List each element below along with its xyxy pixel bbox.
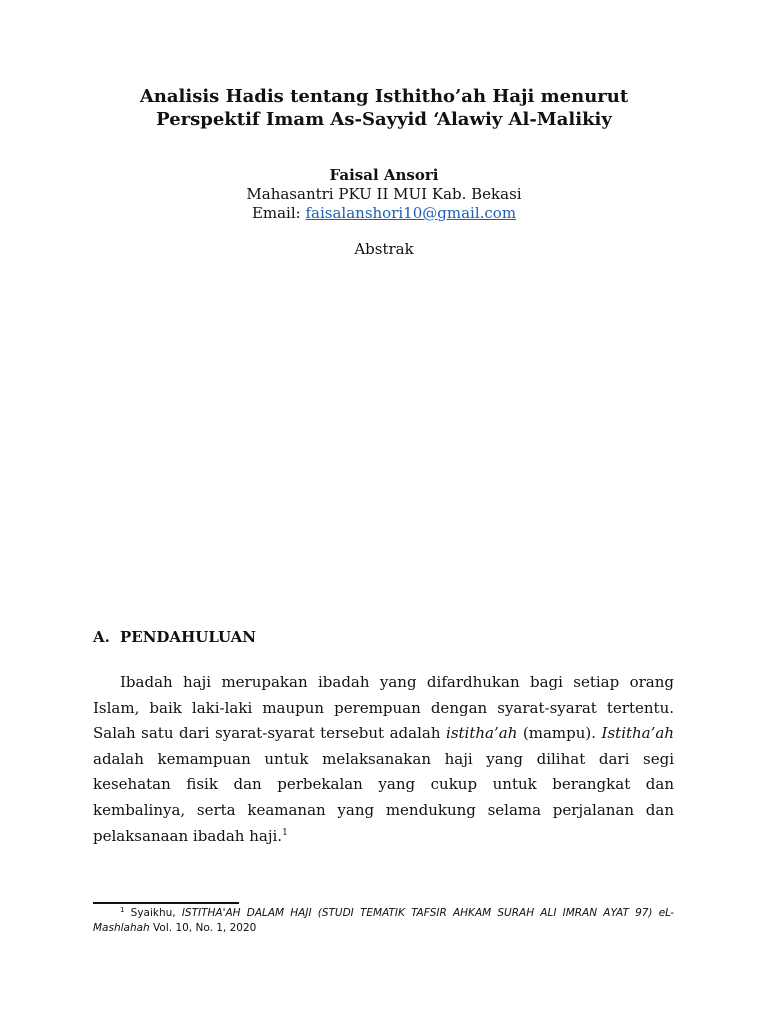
author-email-line [60, 204, 708, 223]
abstract-heading: Abstrak [354, 240, 414, 258]
paragraph-text-1: Ibadah haji merupakan ibadah yang difardhukan bagi setiap orang Islam, baik laki-laki maupun perempuan dengan syarat-syarat tertentu. Salah satu dari syarat-syarat tersebut adalah [93, 673, 674, 743]
author-affiliation: Mahasantri PKU II MUI Kab. Bekasi [246, 185, 522, 203]
footnote-number: 1 [120, 906, 125, 914]
document-title [60, 85, 708, 131]
email-label: Email: [251, 204, 306, 222]
paragraph-text-3: adalah kemampuan untuk melaksanakan haji yang dilihat dari segi kesehatan fisik dan perbekalan yang cukup untuk berangkat dan kembalinya, serta keamanan yang mendukung selama perjalanan dan pelaksanaan ibadah haji. [93, 749, 674, 845]
paragraph-text-2: (mampu). [517, 724, 602, 743]
section-heading [93, 628, 256, 647]
section-title: PENDAHULUAN [120, 628, 257, 646]
footnote-author: Syaikhu, [124, 907, 182, 919]
author-name: Faisal Ansori [329, 166, 439, 184]
body-paragraph [93, 670, 674, 849]
author-block [60, 166, 708, 223]
footnote [93, 906, 674, 936]
footnote-details: Vol. 10, No. 1, 2020 [149, 922, 257, 934]
footnote-source-title: ISTITHA'AH DALAM HAJI (STUDI TEMATIK TAFSIR AHKAM SURAH ALI IMRAN AYAT 97) eL-Mashlahah [93, 907, 675, 934]
title-line-2: Perspektif Imam As-Sayyid ‘Alawiy Al-Malikiy [156, 109, 612, 130]
footnote-separator [93, 902, 239, 904]
section-number: A. [93, 628, 110, 646]
title-line-1: Analisis Hadis tentang Isthitho’ah Haji menurut [139, 86, 629, 107]
footnote-reference[interactable]: 1 [282, 827, 288, 838]
paragraph-term-1: istitha’ah [446, 724, 518, 743]
paragraph-term-2: Istitha’ah [601, 724, 674, 743]
email-link[interactable]: faisalanshori10@gmail.com [305, 204, 517, 222]
